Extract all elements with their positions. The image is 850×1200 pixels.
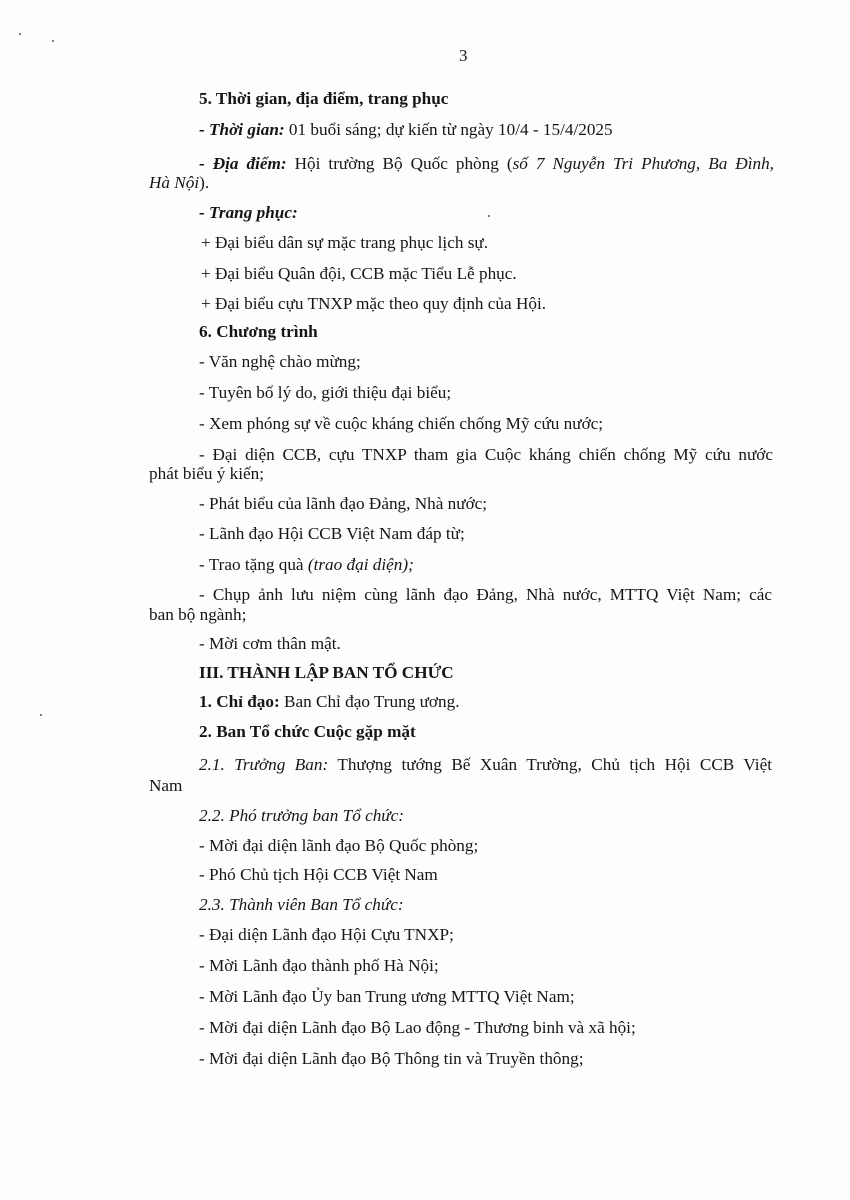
gift-note: (trao đại diện);	[307, 555, 414, 574]
dress-item: + Đại biểu dân sự mặc trang phục lịch sự.	[201, 233, 489, 252]
member-item: - Đại diện Lãnh đạo Hội Cựu TNXP;	[199, 925, 454, 944]
program-item: - Xem phóng sự về cuộc kháng chiến chống Mỹ cứu nước;	[199, 414, 604, 433]
direct-line	[199, 691, 460, 713]
place-line	[199, 153, 774, 175]
program-item: - Chụp ảnh lưu niệm cùng lãnh đạo Đảng, Nhà nước, MTTQ Việt Nam; các	[199, 585, 772, 604]
place-detail-cont: Hà Nội	[149, 173, 200, 192]
direct-label: 1. Chỉ đạo:	[199, 692, 280, 711]
member-item: - Mời đại diện Lãnh đạo Bộ Thông tin và Truyền thông;	[199, 1049, 584, 1068]
deputy-item: - Phó Chủ tịch Hội CCB Việt Nam	[199, 865, 438, 884]
head-label: 2.1. Trưởng Ban:	[199, 755, 329, 774]
scan-speck	[40, 714, 42, 716]
time-value: 01 buổi sáng; dự kiến từ ngày 10/4 - 15/4/2025	[284, 120, 613, 139]
section-5-heading: 5. Thời gian, địa điểm, trang phục	[199, 89, 449, 108]
head-line-cont: Nam	[149, 776, 183, 795]
place-end: ).	[199, 173, 210, 192]
section-iii-heading: III. THÀNH LẬP BAN TỔ CHỨC	[199, 663, 454, 682]
scan-speck	[488, 215, 490, 217]
deputy-label: 2.2. Phó trưởng ban Tổ chức:	[199, 806, 405, 825]
page-number: 3	[459, 46, 468, 65]
dress-item: + Đại biểu cựu TNXP mặc theo quy định của Hội.	[201, 294, 547, 313]
time-label: - Thời gian:	[199, 120, 285, 139]
scan-speck	[52, 40, 54, 42]
program-item: - Mời cơm thân mật.	[199, 634, 341, 653]
member-item: - Mời đại diện Lãnh đạo Bộ Lao động - Thương binh và xã hội;	[199, 1018, 636, 1037]
place-detail: số 7 Nguyễn Tri Phương, Ba Đình,	[512, 154, 774, 173]
head-value: Thượng tướng Bế Xuân Trường, Chủ tịch Hội CCB Việt	[328, 755, 772, 774]
member-item: - Mời Lãnh đạo thành phố Hà Nội;	[199, 956, 439, 975]
program-item	[199, 554, 414, 576]
gift-text: - Trao tặng quà	[199, 555, 308, 574]
time-line	[199, 119, 613, 141]
dress-label: - Trang phục:	[199, 203, 298, 222]
direct-value: Ban Chỉ đạo Trung ương.	[279, 692, 460, 711]
dress-item: + Đại biểu Quân đội, CCB mặc Tiểu Lễ phục.	[201, 264, 517, 283]
program-item-cont: phát biểu ý kiến;	[149, 464, 265, 483]
members-label: 2.3. Thành viên Ban Tổ chức:	[199, 895, 404, 914]
org-committee-heading: 2. Ban Tổ chức Cuộc gặp mặt	[199, 722, 416, 741]
place-value: Hội trường Bộ Quốc phòng (	[286, 154, 513, 173]
member-item: - Mời Lãnh đạo Ủy ban Trung ương MTTQ Việt Nam;	[199, 987, 575, 1006]
scan-speck	[19, 33, 21, 35]
section-6-heading: 6. Chương trình	[199, 322, 318, 341]
program-item: - Đại diện CCB, cựu TNXP tham gia Cuộc kháng chiến chống Mỹ cứu nước	[199, 445, 773, 464]
place-line-cont	[149, 172, 209, 194]
place-label: - Địa điểm:	[199, 154, 287, 173]
program-item-cont: ban bộ ngành;	[149, 605, 247, 624]
program-item: - Văn nghệ chào mừng;	[199, 352, 361, 371]
deputy-item: - Mời đại diện lãnh đạo Bộ Quốc phòng;	[199, 836, 479, 855]
head-line	[199, 754, 772, 776]
program-item: - Lãnh đạo Hội CCB Việt Nam đáp từ;	[199, 524, 465, 543]
program-item: - Phát biểu của lãnh đạo Đảng, Nhà nước;	[199, 494, 488, 513]
program-item: - Tuyên bố lý do, giới thiệu đại biểu;	[199, 383, 452, 402]
